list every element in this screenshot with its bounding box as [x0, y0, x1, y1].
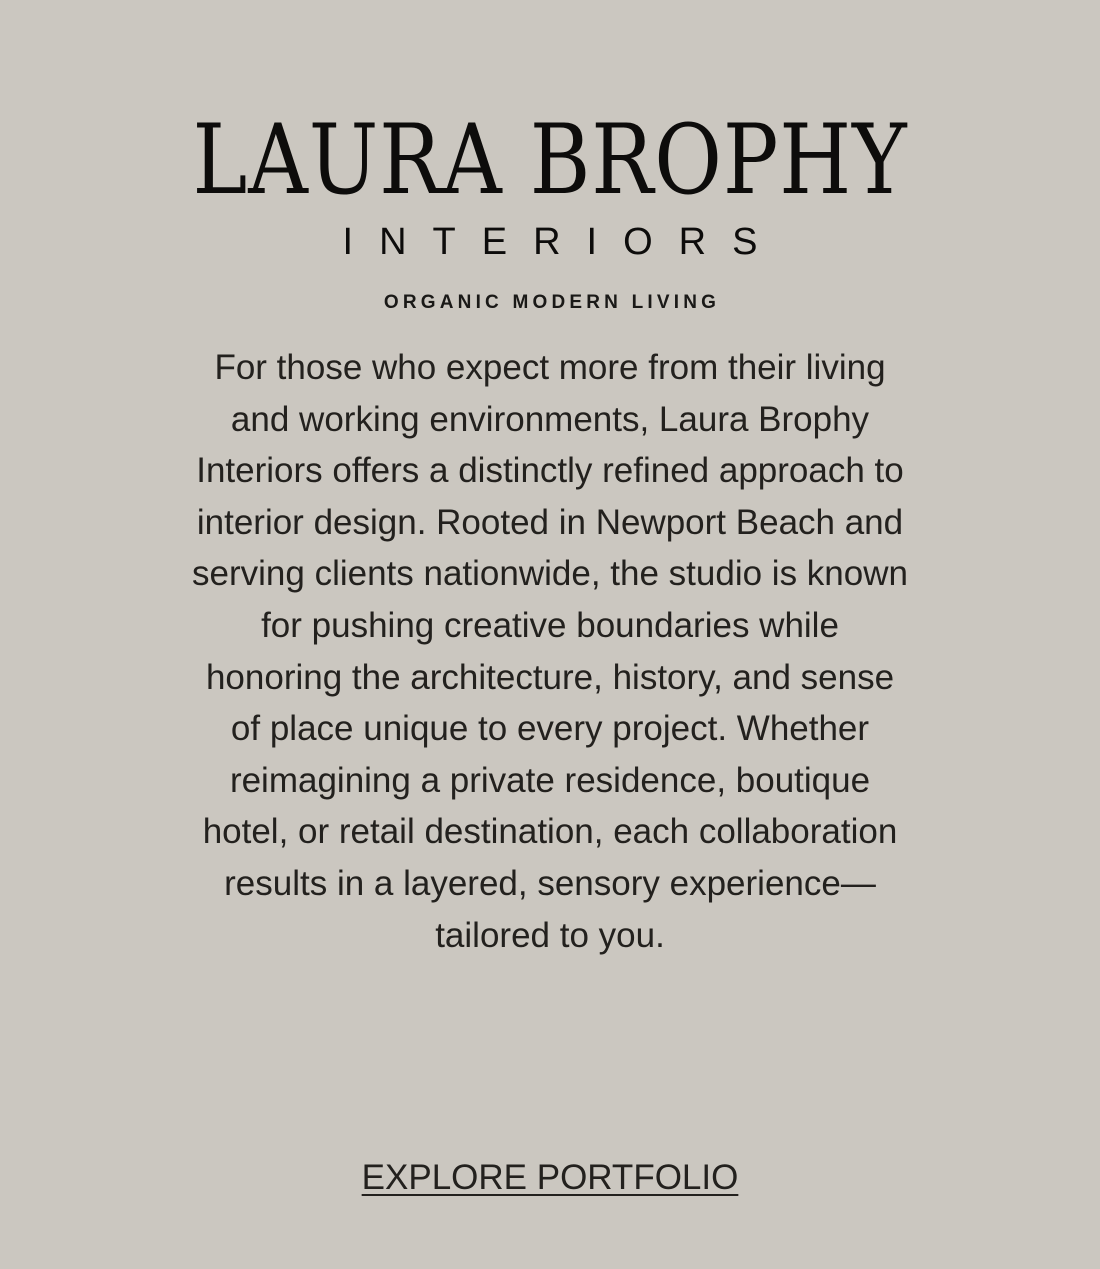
brand-tagline: ORGANIC MODERN LIVING — [383, 292, 721, 313]
brand-logo — [0, 104, 1100, 314]
cta-container — [0, 1156, 1100, 1200]
explore-portfolio-link[interactable]: EXPLORE PORTFOLIO — [361, 1158, 739, 1197]
brand-name: LAURA BROPHY — [192, 104, 908, 216]
brand-subtitle: INTERIORS — [342, 221, 784, 263]
intro-paragraph: For those who expect more from their living and working environments, Laura Brophy Interiors offers a distinctly refined approach to interior design. Rooted in Newport Beach and serving clients nationwide, the studio is known for pushing creative boundaries while honoring the architecture, history, and sense of place unique to every project. Whether reimagining a private residence, boutique hotel, or retail destination, each collaboration results in a layered, sensory experience—tailored to you. — [192, 348, 908, 955]
